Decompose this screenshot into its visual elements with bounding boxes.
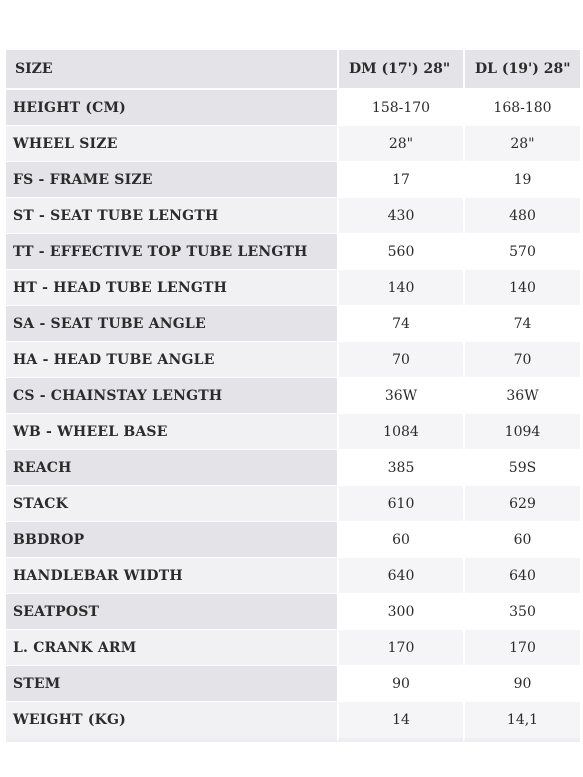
header-dl: DL (19') 28" [463, 50, 580, 90]
row-value-dm: 28" [337, 126, 463, 162]
table-row [6, 450, 580, 486]
row-label: SEATPOST [6, 594, 337, 630]
row-value-dl: 19 [463, 162, 580, 198]
row-value-dl: 28" [463, 126, 580, 162]
row-label: HT - HEAD TUBE LENGTH [6, 270, 337, 306]
row-value-dm: 60 [337, 522, 463, 558]
row-value-dm: 560 [337, 234, 463, 270]
table-row [6, 630, 580, 666]
row-value-dm: 1084 [337, 414, 463, 450]
row-value-dm: 158-170 [337, 90, 463, 126]
table-row [6, 414, 580, 450]
row-value-dl: 640 [463, 558, 580, 594]
row-value-dl: 170 [463, 630, 580, 666]
table-row [6, 486, 580, 522]
table-row [6, 702, 580, 742]
row-value-dm: 640 [337, 558, 463, 594]
table-row [6, 198, 580, 234]
row-value-dm: 17 [337, 162, 463, 198]
row-value-dl: 168-180 [463, 90, 580, 126]
header-size: SIZE [6, 50, 337, 90]
row-value-dl: 350 [463, 594, 580, 630]
table-row [6, 162, 580, 198]
header-dm: DM (17') 28" [337, 50, 463, 90]
row-value-dl: 480 [463, 198, 580, 234]
table-row [6, 342, 580, 378]
table-row [6, 378, 580, 414]
table-row [6, 594, 580, 630]
row-value-dl: 570 [463, 234, 580, 270]
row-label: STACK [6, 486, 337, 522]
row-value-dl: 90 [463, 666, 580, 702]
table-row [6, 90, 580, 126]
row-value-dl: 60 [463, 522, 580, 558]
row-value-dm: 385 [337, 450, 463, 486]
row-value-dm: 74 [337, 306, 463, 342]
table-header-row [6, 50, 580, 90]
row-label: L. CRANK ARM [6, 630, 337, 666]
row-label: HANDLEBAR WIDTH [6, 558, 337, 594]
row-label: HA - HEAD TUBE ANGLE [6, 342, 337, 378]
row-value-dl: 14,1 [463, 702, 580, 742]
table-row [6, 306, 580, 342]
row-value-dl: 36W [463, 378, 580, 414]
geometry-table-container [6, 50, 580, 742]
row-value-dl: 59S [463, 450, 580, 486]
row-label: REACH [6, 450, 337, 486]
row-label: STEM [6, 666, 337, 702]
table-row [6, 270, 580, 306]
row-label: FS - FRAME SIZE [6, 162, 337, 198]
row-label: TT - EFFECTIVE TOP TUBE LENGTH [6, 234, 337, 270]
row-value-dm: 430 [337, 198, 463, 234]
table-row [6, 522, 580, 558]
geometry-table [6, 50, 580, 742]
row-label: SA - SEAT TUBE ANGLE [6, 306, 337, 342]
row-value-dm: 70 [337, 342, 463, 378]
row-value-dm: 170 [337, 630, 463, 666]
row-label: BBDROP [6, 522, 337, 558]
table-row [6, 234, 580, 270]
row-value-dl: 74 [463, 306, 580, 342]
row-label: WEIGHT (KG) [6, 702, 337, 742]
table-row [6, 666, 580, 702]
table-row [6, 558, 580, 594]
row-value-dm: 610 [337, 486, 463, 522]
row-label: HEIGHT (CM) [6, 90, 337, 126]
row-value-dm: 140 [337, 270, 463, 306]
row-value-dl: 1094 [463, 414, 580, 450]
row-value-dm: 36W [337, 378, 463, 414]
row-value-dl: 70 [463, 342, 580, 378]
row-value-dl: 140 [463, 270, 580, 306]
row-value-dm: 14 [337, 702, 463, 742]
row-value-dm: 90 [337, 666, 463, 702]
row-value-dm: 300 [337, 594, 463, 630]
row-value-dl: 629 [463, 486, 580, 522]
row-label: WB - WHEEL BASE [6, 414, 337, 450]
table-row [6, 126, 580, 162]
row-label: ST - SEAT TUBE LENGTH [6, 198, 337, 234]
row-label: CS - CHAINSTAY LENGTH [6, 378, 337, 414]
row-label: WHEEL SIZE [6, 126, 337, 162]
